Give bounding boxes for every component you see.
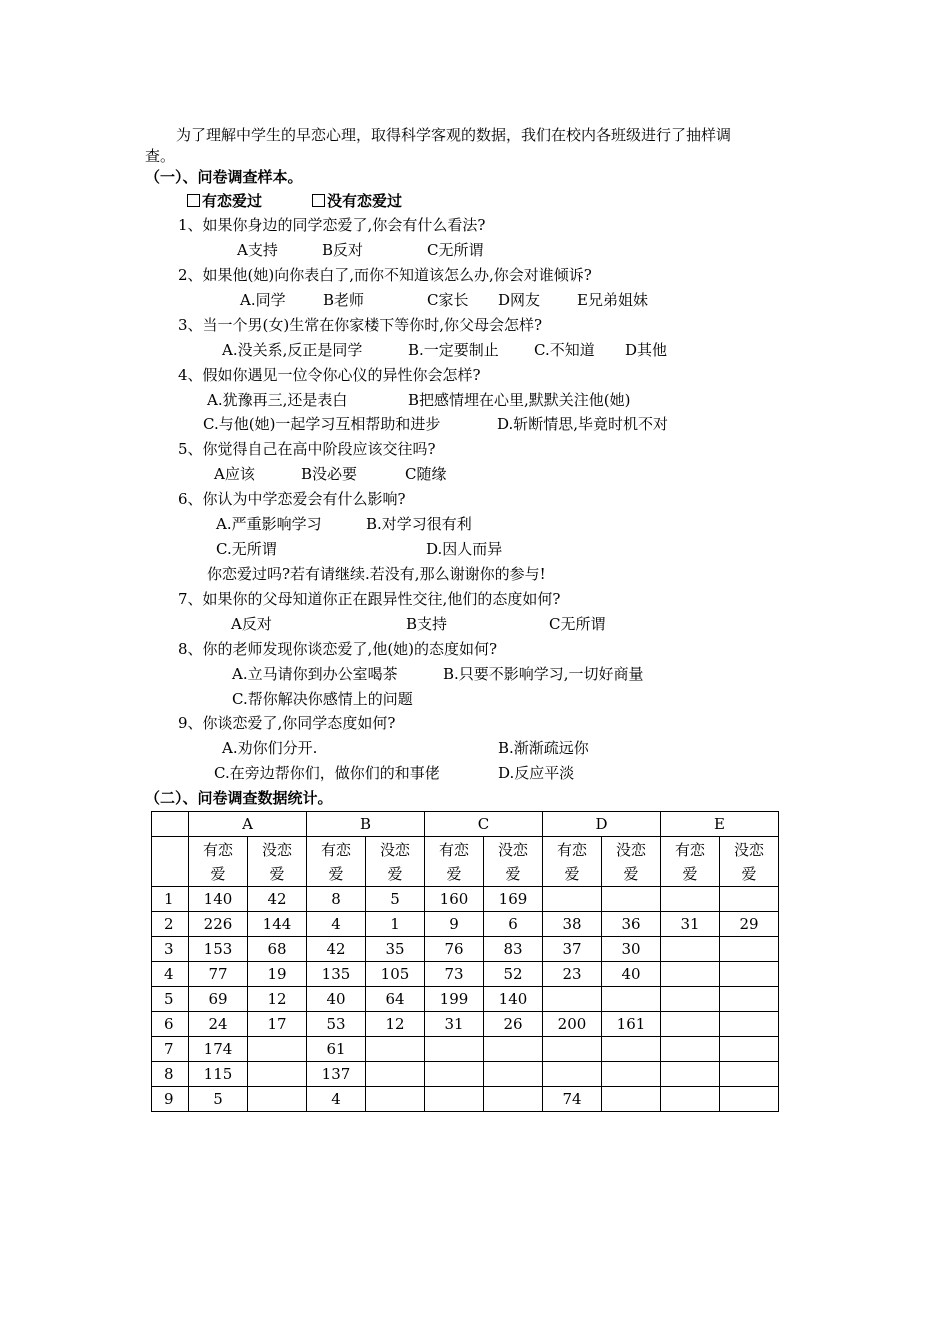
table-row: [152, 962, 779, 987]
table-cell: [366, 1037, 425, 1062]
table-cell: 105: [366, 962, 425, 987]
table-cell: [720, 1062, 779, 1087]
table-cell: 19: [248, 962, 307, 987]
table-cell: [602, 987, 661, 1012]
row-number: 1: [152, 887, 189, 912]
row-number: 2: [152, 912, 189, 937]
table-cell: [661, 1037, 720, 1062]
table-cell: [425, 1062, 484, 1087]
table-cell: 160: [425, 887, 484, 912]
table-cell: 6: [484, 912, 543, 937]
table-cell: 26: [484, 1012, 543, 1037]
table-cell: 76: [425, 937, 484, 962]
q4-option-b: B把感情埋在心里,默默关注他(她): [408, 391, 631, 409]
table-cell: 169: [484, 887, 543, 912]
question-6: 6、你认为中学恋爱会有什么影响?: [178, 490, 406, 508]
table-cell: [543, 887, 602, 912]
table-row: [152, 1012, 779, 1037]
table-cell: [248, 1037, 307, 1062]
table-cell: 31: [661, 912, 720, 937]
table-cell: 61: [307, 1037, 366, 1062]
q2-option-b: B老师: [323, 291, 365, 309]
table-cell: 12: [248, 987, 307, 1012]
table-cell: 52: [484, 962, 543, 987]
q4-option-c: C.与他(她)一起学习互相帮助和进步: [203, 415, 441, 433]
table-cell: [661, 987, 720, 1012]
question-8: 8、你的老师发现你谈恋爱了,他(她)的态度如何?: [178, 640, 498, 658]
table-cell: 226: [189, 912, 248, 937]
q2-option-a: A.同学: [240, 291, 286, 309]
header-corner: [152, 812, 189, 837]
checkbox-never-love[interactable]: [312, 191, 402, 211]
q1-option-b: B反对: [322, 241, 364, 259]
q9-option-b: B.渐渐疏远你: [498, 739, 589, 757]
stats-body: [152, 887, 779, 1112]
table-subheader-row: [152, 837, 779, 887]
table-cell: 9: [425, 912, 484, 937]
table-cell: 42: [307, 937, 366, 962]
table-cell: 40: [602, 962, 661, 987]
question-7: 7、如果你的父母知道你正在跟异性交往,他们的态度如何?: [178, 590, 561, 608]
table-cell: [602, 1062, 661, 1087]
row-number: 8: [152, 1062, 189, 1087]
table-cell: [484, 1087, 543, 1112]
stats-table: [151, 811, 779, 1112]
continue-note: 你恋爱过吗?若有请继续.若没有,那么谢谢你的参与!: [207, 565, 546, 583]
table-cell: 42: [248, 887, 307, 912]
table-cell: 115: [189, 1062, 248, 1087]
intro-line-1: 为了理解中学生的早恋心理，取得科学客观的数据，我们在校内各班级进行了抽样调: [176, 126, 732, 144]
row-number: 4: [152, 962, 189, 987]
q8-option-a: A.立马请你到办公室喝茶: [232, 665, 398, 683]
q5-option-c: C随缘: [405, 465, 447, 483]
subheader-never: 没恋 爱: [484, 837, 543, 887]
group-header-e: E: [661, 812, 779, 837]
group-header-b: B: [307, 812, 425, 837]
table-row: [152, 887, 779, 912]
table-cell: 23: [543, 962, 602, 987]
subheader-had: 有恋 爱: [425, 837, 484, 887]
q8-option-b: B.只要不影响学习,一切好商量: [443, 665, 644, 683]
q9-option-a: A.劝你们分开.: [222, 739, 318, 757]
table-row: [152, 1087, 779, 1112]
table-cell: [720, 987, 779, 1012]
question-3: 3、当一个男(女)生常在你家楼下等你时,你父母会怎样?: [178, 316, 543, 334]
q3-option-b: B.一定要制止: [408, 341, 499, 359]
table-cell: 31: [425, 1012, 484, 1037]
row-number: 9: [152, 1087, 189, 1112]
q3-option-c: C.不知道: [534, 341, 595, 359]
table-cell: [484, 1037, 543, 1062]
subheader-had: 有恋 爱: [189, 837, 248, 887]
row-number: 6: [152, 1012, 189, 1037]
table-cell: [720, 887, 779, 912]
table-cell: [661, 1062, 720, 1087]
table-cell: 135: [307, 962, 366, 987]
table-cell: 35: [366, 937, 425, 962]
intro-line-2: 查。: [145, 147, 176, 165]
row-number: 5: [152, 987, 189, 1012]
table-cell: [366, 1062, 425, 1087]
q3-option-d: D其他: [625, 341, 668, 359]
table-cell: 64: [366, 987, 425, 1012]
table-cell: [661, 1012, 720, 1037]
group-header-c: C: [425, 812, 543, 837]
table-cell: 140: [484, 987, 543, 1012]
q6-option-b: B.对学习很有利: [366, 515, 472, 533]
table-cell: [720, 1037, 779, 1062]
q7-option-b: B支持: [406, 615, 448, 633]
table-cell: 200: [543, 1012, 602, 1037]
table-cell: 17: [248, 1012, 307, 1037]
table-cell: [366, 1087, 425, 1112]
table-cell: 5: [366, 887, 425, 912]
table-cell: [484, 1062, 543, 1087]
q6-option-c: C.无所谓: [216, 540, 277, 558]
q6-option-a: A.严重影响学习: [216, 515, 322, 533]
table-header-row: [152, 812, 779, 837]
table-cell: 77: [189, 962, 248, 987]
checkbox-had-love[interactable]: [187, 191, 262, 211]
section1-heading: （一）、问卷调查样本。: [145, 168, 303, 186]
table-row: [152, 1037, 779, 1062]
subheader-never: 没恋 爱: [248, 837, 307, 887]
table-cell: 36: [602, 912, 661, 937]
checkbox-square-icon: [312, 194, 325, 207]
table-cell: [543, 1037, 602, 1062]
table-cell: 144: [248, 912, 307, 937]
q7-option-a: A反对: [231, 615, 272, 633]
group-header-d: D: [543, 812, 661, 837]
subheader-had: 有恋 爱: [661, 837, 720, 887]
table-row: [152, 937, 779, 962]
table-cell: 69: [189, 987, 248, 1012]
group-header-a: A: [189, 812, 307, 837]
q4-option-a: A.犹豫再三,还是表白: [207, 391, 348, 409]
table-cell: 153: [189, 937, 248, 962]
row-number: 3: [152, 937, 189, 962]
q2-option-c: C家长: [427, 291, 469, 309]
question-4: 4、假如你遇见一位令你心仪的异性你会怎样?: [178, 366, 481, 384]
question-1: 1、如果你身边的同学恋爱了,你会有什么看法?: [178, 216, 486, 234]
table-cell: 174: [189, 1037, 248, 1062]
q6-option-d: D.因人而异: [426, 540, 503, 558]
table-cell: 37: [543, 937, 602, 962]
table-row: [152, 912, 779, 937]
table-cell: [720, 1012, 779, 1037]
table-cell: 12: [366, 1012, 425, 1037]
table-cell: [720, 962, 779, 987]
subheader-never: 没恋 爱: [720, 837, 779, 887]
table-cell: [602, 887, 661, 912]
q8-option-c: C.帮你解决你感情上的问题: [232, 690, 413, 708]
table-row: [152, 1062, 779, 1087]
table-cell: 83: [484, 937, 543, 962]
q9-option-c: C.在旁边帮你们，做你们的和事佬: [214, 764, 440, 782]
q5-option-a: A应该: [214, 465, 255, 483]
table-cell: 140: [189, 887, 248, 912]
table-cell: 68: [248, 937, 307, 962]
table-cell: 4: [307, 912, 366, 937]
q7-option-c: C无所谓: [549, 615, 606, 633]
table-cell: [720, 1087, 779, 1112]
table-cell: [543, 987, 602, 1012]
q2-option-e: E兄弟姐妹: [577, 291, 648, 309]
subheader-had: 有恋 爱: [307, 837, 366, 887]
table-cell: 74: [543, 1087, 602, 1112]
table-cell: [248, 1087, 307, 1112]
table-cell: [543, 1062, 602, 1087]
table-cell: 199: [425, 987, 484, 1012]
table-cell: [661, 937, 720, 962]
table-cell: [661, 887, 720, 912]
q1-option-a: A支持: [237, 241, 278, 259]
table-cell: 38: [543, 912, 602, 937]
table-cell: 30: [602, 937, 661, 962]
table-cell: 161: [602, 1012, 661, 1037]
checkbox-square-icon: [187, 194, 200, 207]
table-row: [152, 987, 779, 1012]
table-cell: 1: [366, 912, 425, 937]
table-cell: [602, 1037, 661, 1062]
table-cell: 73: [425, 962, 484, 987]
row-number: 7: [152, 1037, 189, 1062]
subheader-never: 没恋 爱: [366, 837, 425, 887]
table-cell: 29: [720, 912, 779, 937]
q9-option-d: D.反应平淡: [498, 764, 575, 782]
table-cell: 24: [189, 1012, 248, 1037]
table-cell: [661, 962, 720, 987]
table-cell: 5: [189, 1087, 248, 1112]
subheader-had: 有恋 爱: [543, 837, 602, 887]
q1-option-c: C无所谓: [427, 241, 484, 259]
question-2: 2、如果他(她)向你表白了,而你不知道该怎么办,你会对谁倾诉?: [178, 266, 592, 284]
table-cell: [661, 1087, 720, 1112]
checkbox-never-label: 没有恋爱过: [327, 192, 403, 210]
table-cell: 4: [307, 1087, 366, 1112]
section2-heading: （二）、问卷调查数据统计。: [145, 789, 333, 807]
table-cell: 53: [307, 1012, 366, 1037]
q4-option-d: D.斩断情思,毕竟时机不对: [497, 415, 669, 433]
subheader-corner: [152, 837, 189, 887]
q2-option-d: D网友: [498, 291, 541, 309]
table-cell: 40: [307, 987, 366, 1012]
subheader-never: 没恋 爱: [602, 837, 661, 887]
table-cell: [602, 1087, 661, 1112]
checkbox-had-label: 有恋爱过: [202, 192, 263, 210]
table-cell: [720, 937, 779, 962]
table-cell: 8: [307, 887, 366, 912]
table-cell: [425, 1087, 484, 1112]
table-cell: [248, 1062, 307, 1087]
question-5: 5、你觉得自己在高中阶段应该交往吗?: [178, 440, 436, 458]
q5-option-b: B没必要: [301, 465, 358, 483]
q3-option-a: A.没关系,反正是同学: [222, 341, 363, 359]
question-9: 9、你谈恋爱了,你同学态度如何?: [178, 714, 396, 732]
table-cell: [425, 1037, 484, 1062]
table-cell: 137: [307, 1062, 366, 1087]
